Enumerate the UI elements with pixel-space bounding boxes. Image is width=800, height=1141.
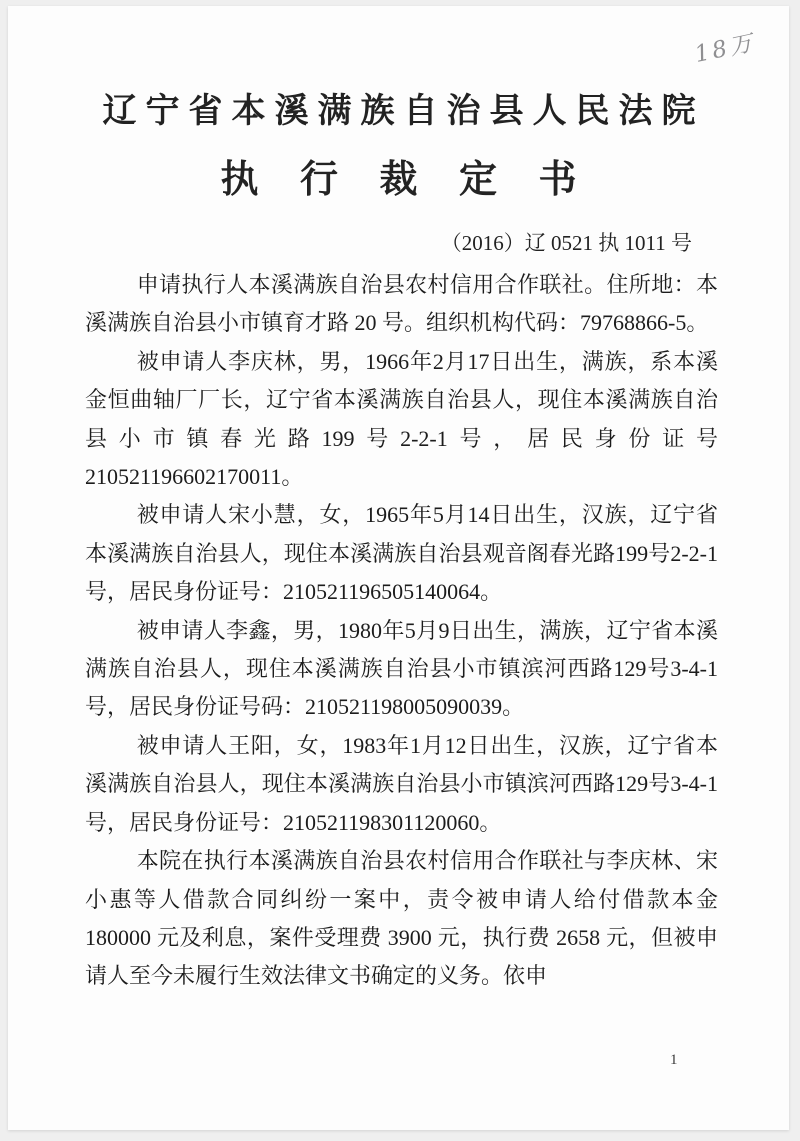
document-body <box>8 266 789 996</box>
paragraph-respondent-li-qinglin: 被申请人李庆林，男，1966年2月17日出生，满族，系本溪金恒曲轴厂厂长，辽宁省本溪满族自治县人，现住本溪满族自治县小市镇春光路199号2-2-1号，居民身份证号210521196602170011。 <box>85 348 718 490</box>
case-number: （2016）辽 0521 执 1011 号 <box>440 231 692 255</box>
paragraph-respondent-wang-yang: 被申请人王阳，女，1983年1月12日出生，汉族，辽宁省本溪满族自治县人，现住本溪满族自治县小市镇滨河西路129号3-4-1号，居民身份证号：210521198301120060。 <box>85 732 718 835</box>
paragraph-applicant: 申请执行人本溪满族自治县农村信用合作联社。住所地：本溪满族自治县小市镇育才路 20 号。组织机构代码：79768866-5。 <box>85 272 718 336</box>
handwritten-annotation: 18万 <box>692 29 758 69</box>
paragraph-respondent-li-xin: 被申请人李鑫，男，1980年5月9日出生，满族，辽宁省本溪满族自治县人，现住本溪满族自治县小市镇滨河西路129号3-4-1号，居民身份证号码：210521198005090039。 <box>85 617 718 720</box>
paragraph-case-summary: 本院在执行本溪满族自治县农村信用合作联社与李庆林、宋小惠等人借款合同纠纷一案中，责令被申请人给付借款本金 180000 元及利息，案件受理费 3900 元，执行费 2658 元，但被申请人至今未履行生效法律文书确定的义务。依申 <box>85 848 718 989</box>
court-name: 辽宁省本溪满族自治县人民法院 <box>102 93 705 130</box>
page-number: 1 <box>670 1052 678 1068</box>
paragraph-respondent-song-xiaohui: 被申请人宋小慧，女，1965年5月14日出生，汉族，辽宁省本溪满族自治县人，现住本溪满族自治县观音阁春光路199号2-2-1号，居民身份证号：210521196505140064。 <box>85 502 718 605</box>
document-title: 执 行 裁 定 书 <box>220 159 593 201</box>
document-page <box>8 6 789 1130</box>
